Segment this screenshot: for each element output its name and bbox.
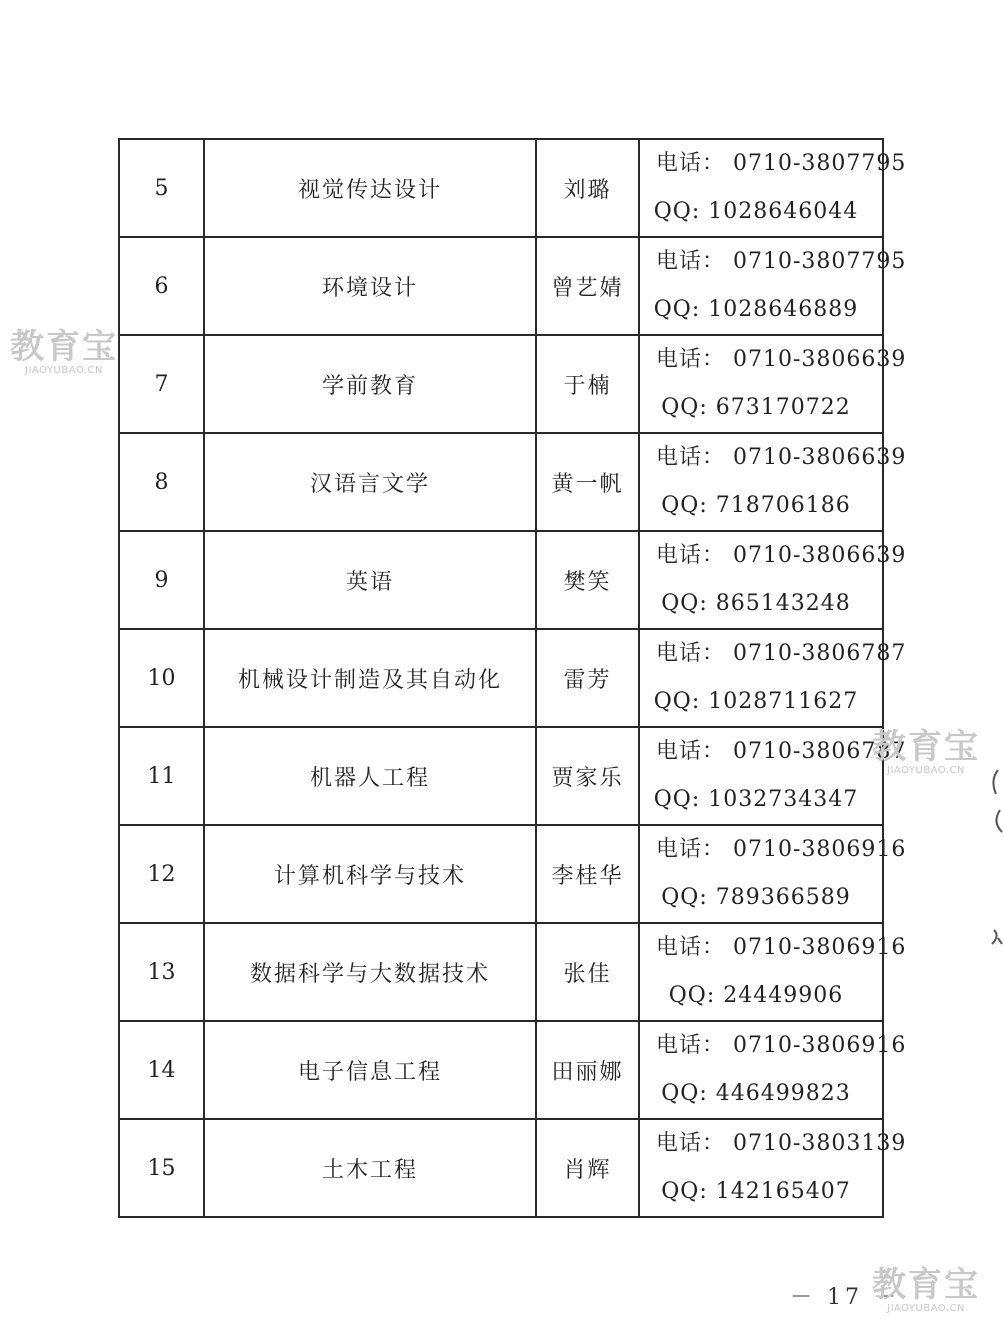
major-name: 机械设计制造及其自动化 [204,629,536,727]
table-row [119,139,883,237]
qq-number: QQ: 673170722 [661,395,851,420]
contact-info [639,531,907,629]
watermark-text: 教育宝 [10,327,118,367]
table-row [119,923,883,1021]
contact-person: 黄一帆 [536,433,639,531]
major-name: 环境设计 [204,237,536,335]
table-row [119,1119,883,1217]
watermark-logo [872,727,980,776]
row-number: 14 [119,1021,204,1119]
major-name: 学前教育 [204,335,536,433]
contact-info [639,335,907,433]
row-number: 11 [119,727,204,825]
qq-number: QQ: 1028711627 [653,689,859,714]
watermark-subtext: JIAOYUBAO.CN [25,365,103,376]
contact-info [639,1119,907,1217]
qq-number: QQ: 1028646044 [653,199,859,224]
table-row [119,1021,883,1119]
table-row [119,825,883,923]
row-number: 7 [119,335,204,433]
major-name: 视觉传达设计 [204,139,536,237]
contact-person: 雷芳 [536,629,639,727]
qq-number: QQ: 1032734347 [653,787,859,812]
phone-number: 电话： 0710-3806787 [656,641,907,666]
watermark-subtext: JIAOYUBAO.CN [887,765,965,776]
major-name: 机器人工程 [204,727,536,825]
row-number: 9 [119,531,204,629]
phone-number: 电话： 0710-3806639 [656,543,907,568]
watermark-logo [10,327,118,376]
phone-number: 电话： 0710-3806639 [656,445,907,470]
phone-number: 电话： 0710-3806916 [656,1033,907,1058]
contact-person: 田丽娜 [536,1021,639,1119]
watermark-logo [872,1265,980,1314]
qq-number: QQ: 24449906 [668,983,844,1008]
watermark-subtext: JIAOYUBAO.CN [887,1303,965,1314]
phone-number: 电话： 0710-3806787 [656,739,907,764]
watermark-text: 教育宝 [872,727,980,767]
qq-number: QQ: 1028646889 [653,297,859,322]
contact-info [639,727,907,825]
table-row [119,531,883,629]
contact-person: 刘璐 [536,139,639,237]
row-number: 12 [119,825,204,923]
qq-number: QQ: 865143248 [661,591,851,616]
row-number: 15 [119,1119,204,1217]
phone-number: 电话： 0710-3807795 [656,249,907,274]
qq-number: QQ: 446499823 [661,1081,851,1106]
qq-number: QQ: 142165407 [661,1179,851,1204]
watermark-text: 教育宝 [872,1265,980,1305]
contact-person: 肖辉 [536,1119,639,1217]
qq-number: QQ: 789366589 [661,885,851,910]
stamp-edge-mark [984,760,1004,960]
table-row [119,237,883,335]
contact-person: 张佳 [536,923,639,1021]
major-name: 汉语言文学 [204,433,536,531]
contact-info [639,237,907,335]
row-number: 6 [119,237,204,335]
contact-info [639,923,907,1021]
phone-number: 电话： 0710-3803139 [656,1131,907,1156]
contact-person: 于楠 [536,335,639,433]
row-number: 8 [119,433,204,531]
phone-number: 电话： 0710-3806916 [656,935,907,960]
phone-number: 电话： 0710-3807795 [656,151,907,176]
table-row [119,629,883,727]
row-number: 5 [119,139,204,237]
contact-info [639,825,907,923]
table-row [119,433,883,531]
major-name: 电子信息工程 [204,1021,536,1119]
row-number: 13 [119,923,204,1021]
contact-person: 曾艺婧 [536,237,639,335]
contact-person: 樊笑 [536,531,639,629]
row-number: 10 [119,629,204,727]
phone-number: 电话： 0710-3806916 [656,837,907,862]
contact-info [639,433,907,531]
major-name: 数据科学与大数据技术 [204,923,536,1021]
contact-info [639,629,907,727]
contact-person: 贾家乐 [536,727,639,825]
contact-info [639,1021,907,1119]
major-name: 土木工程 [204,1119,536,1217]
contact-table [118,138,907,1218]
major-name: 英语 [204,531,536,629]
contact-person: 李桂华 [536,825,639,923]
qq-number: QQ: 718706186 [661,493,851,518]
page-number: － 17 － [790,1285,900,1310]
table-row [119,727,883,825]
contact-info [639,139,907,237]
table-row [119,335,883,433]
major-name: 计算机科学与技术 [204,825,536,923]
phone-number: 电话： 0710-3806639 [656,347,907,372]
